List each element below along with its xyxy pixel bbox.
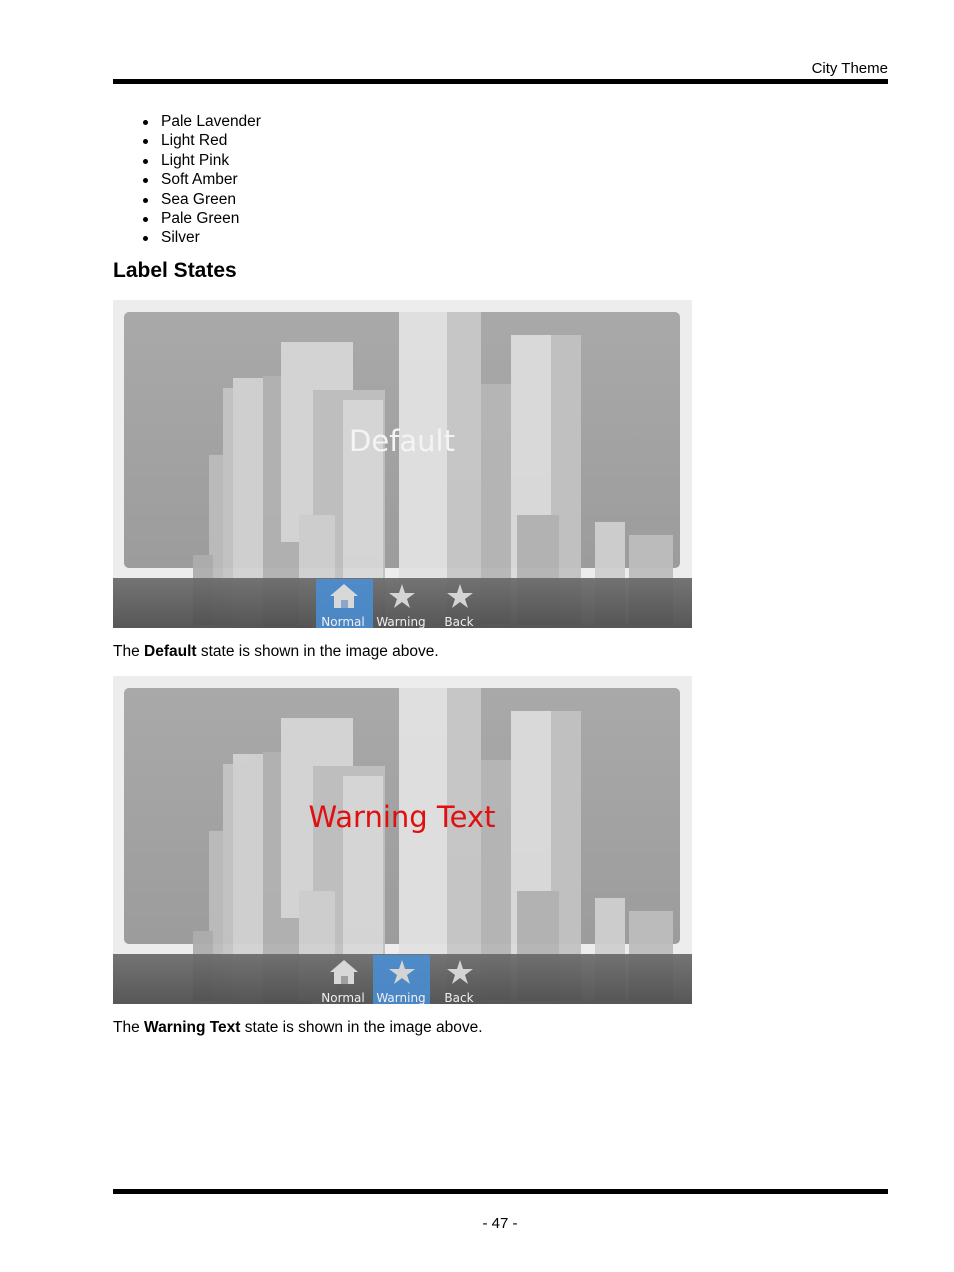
caption-default: The Default state is shown in the image above. [113, 643, 439, 660]
section-heading: Label States [113, 259, 237, 282]
tab-back[interactable]: Back [444, 991, 474, 1004]
list-item: Soft Amber [113, 170, 261, 189]
default-state-screenshot [113, 300, 692, 628]
header-rule [113, 79, 888, 84]
color-list [113, 112, 261, 248]
tab-normal[interactable]: Normal [321, 615, 365, 628]
warning-state-screenshot [113, 676, 692, 1004]
list-item: Light Pink [113, 151, 261, 170]
list-item: Pale Green [113, 209, 261, 228]
list-item: Pale Lavender [113, 112, 261, 131]
list-item: Light Red [113, 131, 261, 150]
running-header-title: City Theme [811, 60, 888, 77]
page-number: - 47 - [482, 1215, 518, 1232]
tab-warning[interactable]: Warning [376, 615, 426, 628]
state-label: Default [349, 424, 455, 458]
list-item: Silver [113, 228, 261, 247]
caption-warning: The Warning Text state is shown in the image above. [113, 1019, 483, 1036]
tab-warning[interactable]: Warning [376, 991, 426, 1004]
tab-normal[interactable]: Normal [321, 991, 365, 1004]
list-item: Sea Green [113, 190, 261, 209]
state-label: Warning Text [308, 800, 496, 834]
tab-back[interactable]: Back [444, 615, 474, 628]
footer-rule [113, 1189, 888, 1194]
